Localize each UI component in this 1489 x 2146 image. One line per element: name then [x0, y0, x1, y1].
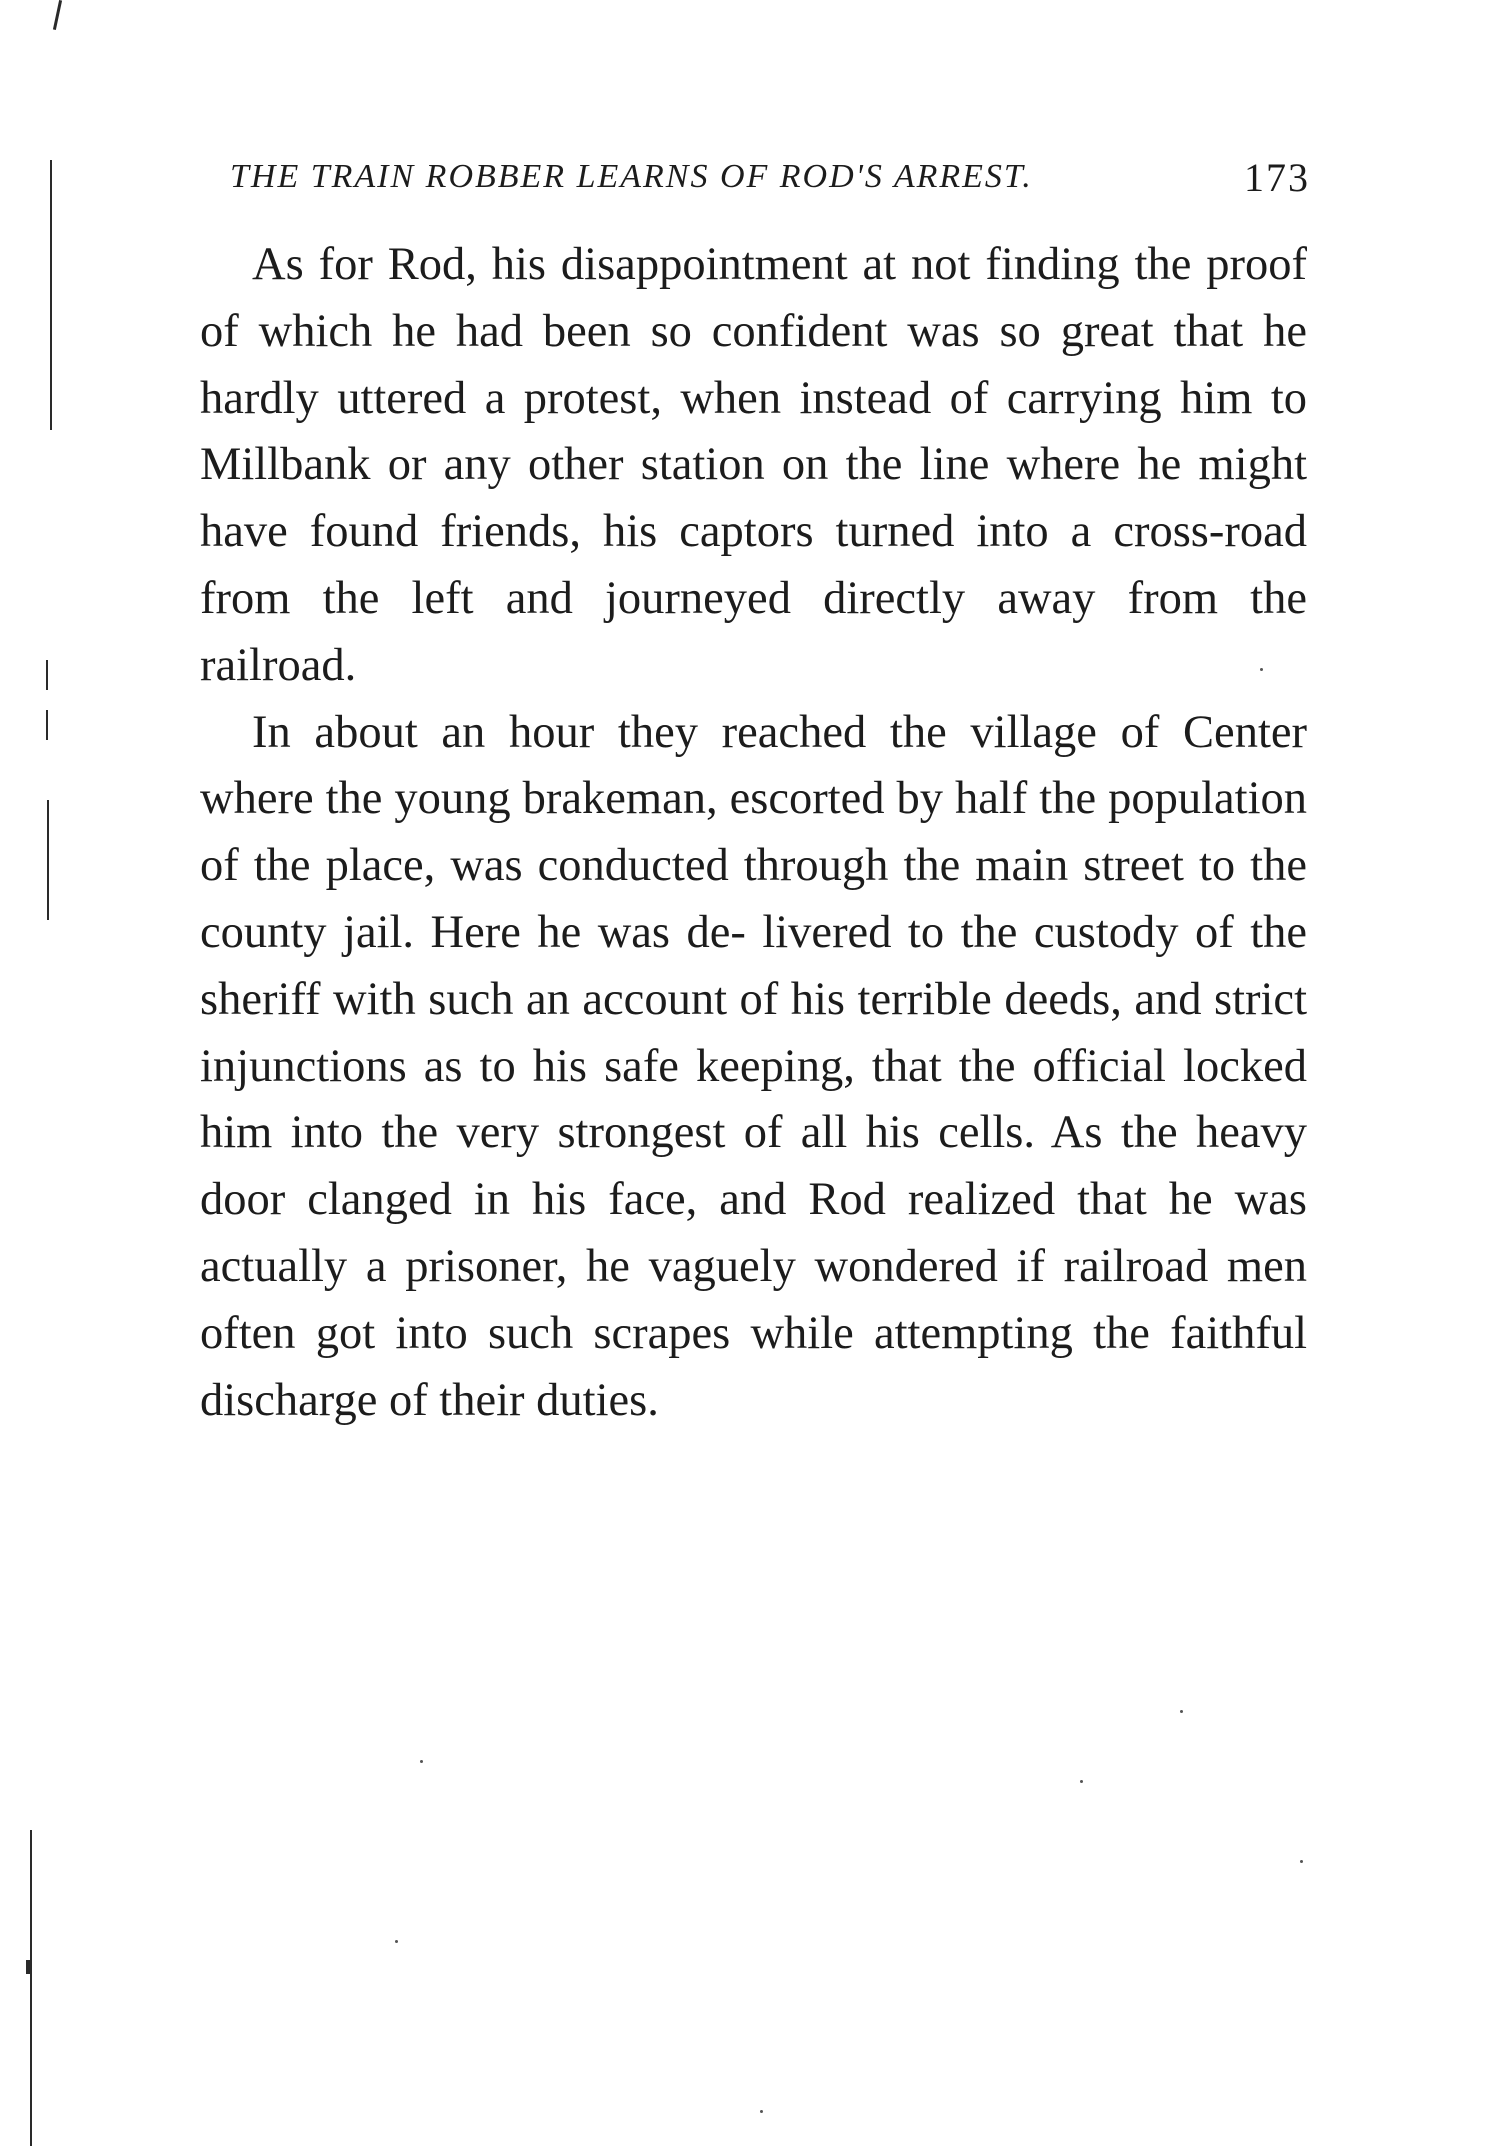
speck: [1300, 1860, 1303, 1863]
running-head-title: THE TRAIN ROBBER LEARNS OF ROD'S ARREST.: [230, 158, 1033, 195]
paragraph: As for Rod, his disappointment at not finding the proof of which he had been so confident was so great that he hardly uttered a protest, when instead of carrying him to Millbank or any other station on the line where he might have found friends, his captors turned into a cross-road from the left and journeyed directly away from the railroad.: [200, 239, 1307, 691]
speck: [420, 1760, 423, 1763]
gutter-mark: [46, 710, 48, 740]
running-head: [230, 150, 1310, 206]
gutter-mark: [50, 160, 52, 430]
gutter-mark: [30, 1830, 32, 2146]
speck: [395, 1940, 398, 1943]
speck: [760, 2110, 763, 2113]
gutter-mark: [47, 800, 49, 920]
speck: [1080, 1780, 1083, 1783]
paragraph: In about an hour they reached the village of Center where the young brakeman, escorted by half the population of the place, was conducted through the main street to the county jail. Here he was de- livered to the custody of the sheriff with such an account of his terrible deeds, and strict injunctions as to his safe keeping, that the official locked him into the very strongest of all his cells. As the heavy door clanged in his face, and Rod realized that he was actually a prisoner, he vaguely wondered if railroad men often got into such scrapes while attempting the faithful discharge of their duties.: [200, 706, 1307, 1426]
page-number: 173: [1244, 155, 1310, 200]
gutter-mark: [46, 660, 48, 690]
speck: [1180, 1710, 1183, 1713]
body-text: [200, 232, 1307, 1434]
gutter-mark: [53, 0, 62, 30]
gutter-mark: [26, 1960, 31, 1974]
